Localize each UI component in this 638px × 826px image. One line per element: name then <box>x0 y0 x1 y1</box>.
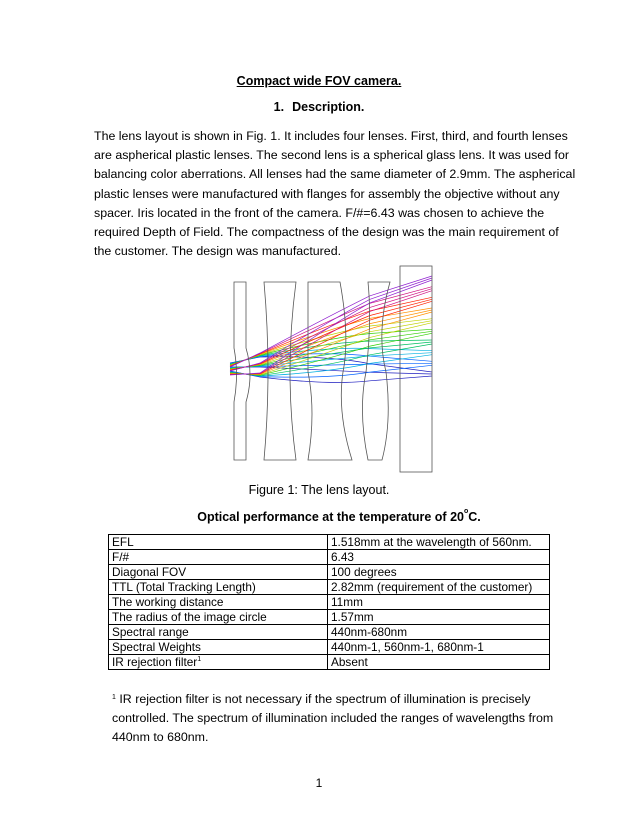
degree-mark: o <box>463 508 469 515</box>
table-title-unit: C. <box>468 510 481 524</box>
value-cell: 1.518mm at the wavelength of 560nm. <box>328 535 550 550</box>
parameter-cell: The working distance <box>109 595 328 610</box>
table-row <box>109 595 550 610</box>
table-row <box>109 535 550 550</box>
section-heading <box>0 100 638 114</box>
table-row <box>109 550 550 565</box>
ray-line <box>230 340 432 364</box>
parameter-cell: The radius of the image circle <box>109 610 328 625</box>
value-cell: 6.43 <box>328 550 550 565</box>
intro-line: plastic lenses were manufactured with flanges for assembly the objective without any <box>94 186 560 201</box>
table-row <box>109 655 550 670</box>
lens-layout-figure <box>220 262 440 476</box>
parameter-cell: F/# <box>109 550 328 565</box>
value-cell: 100 degrees <box>328 565 550 580</box>
parameter-text: IR rejection filter <box>112 655 198 669</box>
intro-line: balancing color aberrations. All lenses had the same diameter of 2.9mm. The aspherical <box>94 167 576 182</box>
section-number: 1. <box>273 100 285 114</box>
footnote-marker: 1 <box>112 694 116 701</box>
table-row <box>109 610 550 625</box>
intro-line: the customer. The design was manufactured. <box>94 244 342 259</box>
parameter-cell: TTL (Total Tracking Length) <box>109 580 328 595</box>
lens-1 <box>234 282 250 460</box>
table-title-text: Optical performance at the temperature of 20 <box>197 510 464 524</box>
intro-line: spacer. Iris located in the front of the camera. F/#=6.43 was chosen to achieve the <box>94 205 545 220</box>
table-row <box>109 640 550 655</box>
value-cell: 11mm <box>328 595 550 610</box>
value-cell: Absent <box>328 655 550 670</box>
ray-line <box>230 280 432 375</box>
parameter-cell: Diagonal FOV <box>109 565 328 580</box>
section-title: Description. <box>292 100 365 114</box>
document-title: Compact wide FOV camera. <box>236 74 402 88</box>
footnote <box>112 690 554 748</box>
footnote-ref: 1 <box>197 656 202 663</box>
value-cell: 2.82mm (requirement of the customer) <box>328 580 550 595</box>
page-number: 1 <box>315 776 323 790</box>
intro-paragraph <box>94 127 576 261</box>
parameter-cell: EFL <box>109 535 328 550</box>
performance-table <box>108 534 550 670</box>
intro-line: are aspherical plastic lenses. The second lens is a spherical glass lens. It was used for <box>94 148 569 163</box>
lens-elements <box>234 266 432 472</box>
parameter-cell: Spectral Weights <box>109 640 328 655</box>
footnote-line: controlled. The spectrum of illumination included the ranges of wavelengths from <box>112 711 554 726</box>
table-row <box>109 625 550 640</box>
intro-line: The lens layout is shown in Fig. 1. It includes four lenses. First, third, and fourth lenses <box>94 129 568 143</box>
value-cell: 1.57mm <box>328 610 550 625</box>
ray-line <box>230 348 432 364</box>
ray-line <box>230 291 432 375</box>
value-cell: 440nm-680nm <box>328 625 550 640</box>
intro-line: required Depth of Field. The compactness of the design was the main requirement of <box>94 225 559 240</box>
value-cell: 440nm-1, 560nm-1, 680nm-1 <box>328 640 550 655</box>
table-row <box>109 565 550 580</box>
figure-caption: Figure 1: The lens layout. <box>248 483 390 497</box>
table-title <box>0 510 638 524</box>
footnote-text: IR rejection filter is not necessary if the spectrum of illumination is precisely <box>119 692 531 706</box>
footnote-line <box>112 690 532 709</box>
table-row <box>109 580 550 595</box>
parameter-cell: Spectral range <box>109 625 328 640</box>
parameter-cell <box>109 655 328 670</box>
ray-fan <box>230 276 432 382</box>
footnote-line: 440nm to 680nm. <box>112 730 209 745</box>
